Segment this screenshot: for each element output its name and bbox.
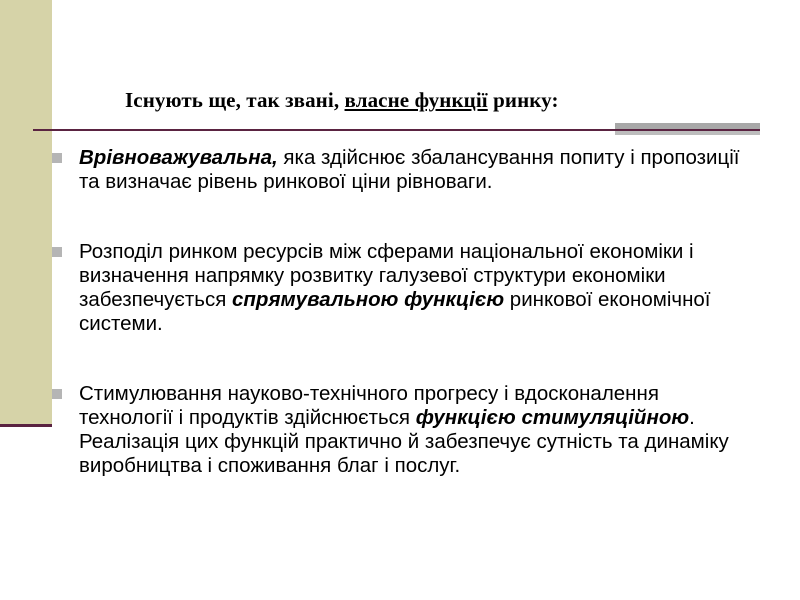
bullet-item bbox=[52, 382, 752, 478]
bullet-item bbox=[52, 240, 752, 336]
bullet-text: ринкової економічної системи. bbox=[79, 288, 711, 335]
bullet-text: Розподіл ринком ресурсів між сферами національної економіки і визначення напрямку розвитку галузевої структури економіки забезпечується bbox=[79, 240, 694, 311]
bullet-text-emphasis: Врівноважувальна, bbox=[79, 146, 278, 169]
bullet-list bbox=[52, 146, 752, 478]
title-prefix: Існують ще, так звані, bbox=[125, 88, 345, 112]
side-decoration-line bbox=[0, 424, 52, 427]
square-bullet-icon bbox=[52, 247, 62, 257]
slide-title bbox=[125, 88, 765, 113]
title-underlined: власне функції bbox=[344, 88, 488, 112]
title-rule-accent-shadow bbox=[615, 131, 760, 135]
bullet-text: . Реалізація цих функцій практично й забезпечує сутність та динаміку виробництва і споживання благ і послуг. bbox=[79, 406, 729, 477]
title-rule bbox=[33, 129, 760, 131]
square-bullet-icon bbox=[52, 389, 62, 399]
bullet-text-emphasis: функцією стимуляційною bbox=[415, 406, 690, 429]
bullet-text: яка здійснює збалансування попиту і пропозиції та визначає рівень ринкової ціни рівноваги. bbox=[79, 146, 740, 193]
bullet-item bbox=[52, 146, 752, 194]
square-bullet-icon bbox=[52, 153, 62, 163]
bullet-text-emphasis: спрямувальною функцією bbox=[232, 288, 505, 311]
bullet-text: Стимулювання науково-технічного прогресу і вдосконалення технології і продуктів здійснюється bbox=[79, 382, 659, 429]
title-suffix: ринку: bbox=[487, 88, 559, 112]
side-decoration-bar bbox=[0, 0, 52, 426]
